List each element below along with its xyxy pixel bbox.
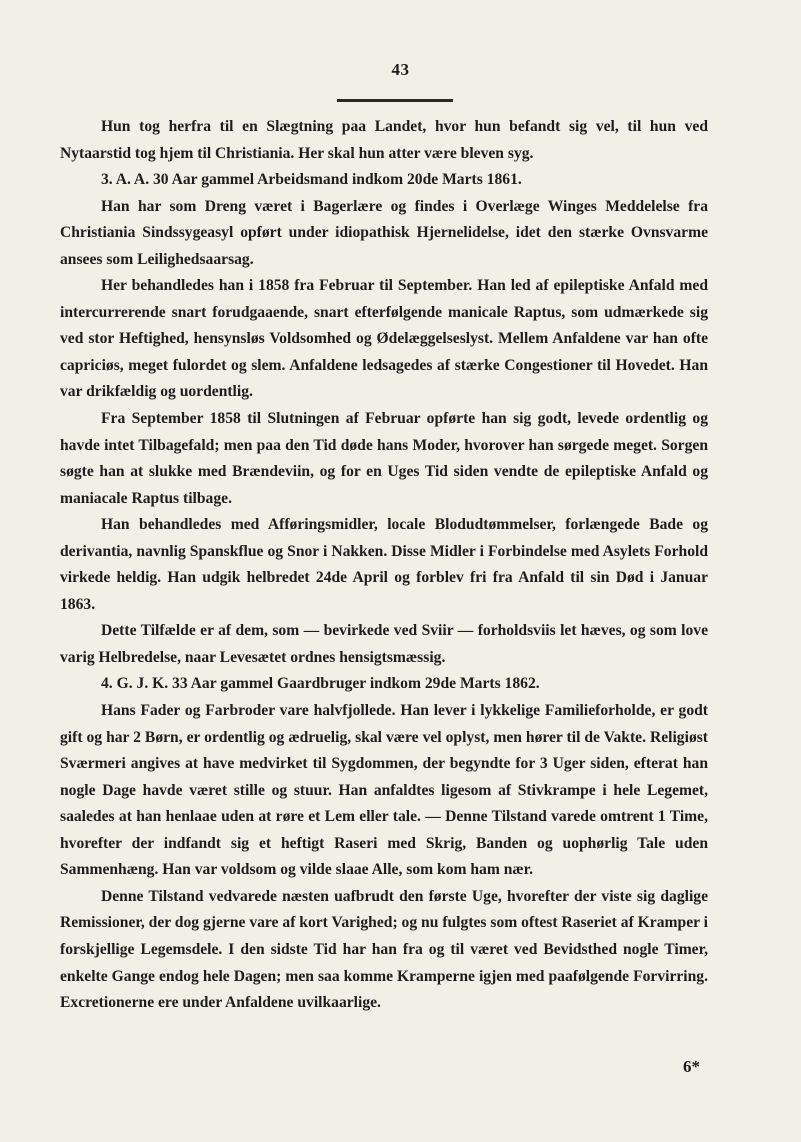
paragraph: Dette Tilfælde er af dem, som — bevirkede ved Sviir — forholdsviis let hæves, og som love varig Helbredelse, naar Levesætet ordnes hensigtsmæssig. — [60, 622, 708, 666]
case-heading: 3. A. A. 30 Aar gammel Arbeidsmand indkom 20de Marts 1861. — [101, 171, 522, 189]
body-text — [60, 114, 708, 1017]
case-heading: 4. G. J. K. 33 Aar gammel Gaardbruger indkom 29de Marts 1862. — [101, 675, 540, 693]
paragraph: Denne Tilstand vedvarede næsten uafbrudt den første Uge, hvorefter der viste sig daglige Remissioner, der dog gjerne vare af kort Varighed; og nu fulgtes som oftest Raseriet af Kramper i forskjellige Legemsdele. I den sidste Tid har han fra og til været ved Bevidsthed nogle Timer, enkelte Gange endog hele Dagen; men saa komme Kramperne igjen med paafølgende Forvirring. Excretionerne ere under Anfaldene uvilkaarlige. — [60, 887, 708, 1012]
signature-mark: 6* — [683, 1057, 700, 1076]
paragraph: Han behandledes med Afføringsmidler, locale Blodudtømmelser, forlængede Bade og derivantia, navnlig Spanskflue og Snor i Nakken. Disse Midler i Forbindelse med Asylets Forhold virkede heldig. Han udgik helbredet 24de April og forblev fri fra Anfald til sin Død i Januar 1863. — [60, 516, 708, 613]
paragraph: Han har som Dreng været i Bagerlære og findes i Overlæge Winges Meddelelse fra Christiania Sindssygeasyl opført under idiopathisk Hjernelidelse, idet den stærke Ovnsvarme ansees som Leilighedsaarsag. — [60, 197, 708, 268]
header-rule — [337, 99, 453, 102]
paragraph: Hun tog herfra til en Slægtning paa Landet, hvor hun befandt sig vel, til hun ved Nytaarstid tog hjem til Christiania. Her skal hun atter være bleven syg. — [60, 118, 708, 162]
page-number: 43 — [391, 60, 410, 79]
paragraph: Her behandledes han i 1858 fra Februar til September. Han led af epileptiske Anfald med intercurrerende snart forudgaaende, snart efterfølgende manicale Raptus, som udmærkede sig ved stor Heftighed, hensynsløs Voldsomhed og Ødelæggelseslyst. Mellem Anfaldene var han ofte capriciøs, meget fulordet og slem. Anfaldene ledsagedes af stærke Congestioner til Hovedet. Han var drikfældig og uordentlig. — [60, 277, 708, 401]
paragraph: Hans Fader og Farbroder vare halvfjollede. Han lever i lykkelige Familieforholde, er godt gift og har 2 Børn, er ordentlig og ædruelig, skal være vel oplyst, men hører til de Vakte. Religiøst Sværmeri angives at have medvirket til Sygdommen, der begyndte for 3 Uger siden, efterat han nogle Dage havde været stille og stuur. Han anfaldtes ligesom af Stivkrampe i hele Legemet, saaledes at han henlaae uden at røre et Lem eller tale. — Denne Tilstand varede omtrent 1 Time, hvorefter der indfandt sig et heftigt Raseri med Skrig, Banden og uophørlig Tale uden Sammenhæng. Han var voldsom og vilde slaae Alle, som kom ham nær. — [60, 702, 708, 879]
paragraph: Fra September 1858 til Slutningen af Februar opførte han sig godt, levede ordentlig og havde intet Tilbagefald; men paa den Tid døde hans Moder, hvorover han sørgede meget. Sorgen søgte han at slukke med Brændeviin, og for en Uges Tid siden vendte de epileptiske Anfald og maniacale Raptus tilbage. — [60, 410, 708, 507]
